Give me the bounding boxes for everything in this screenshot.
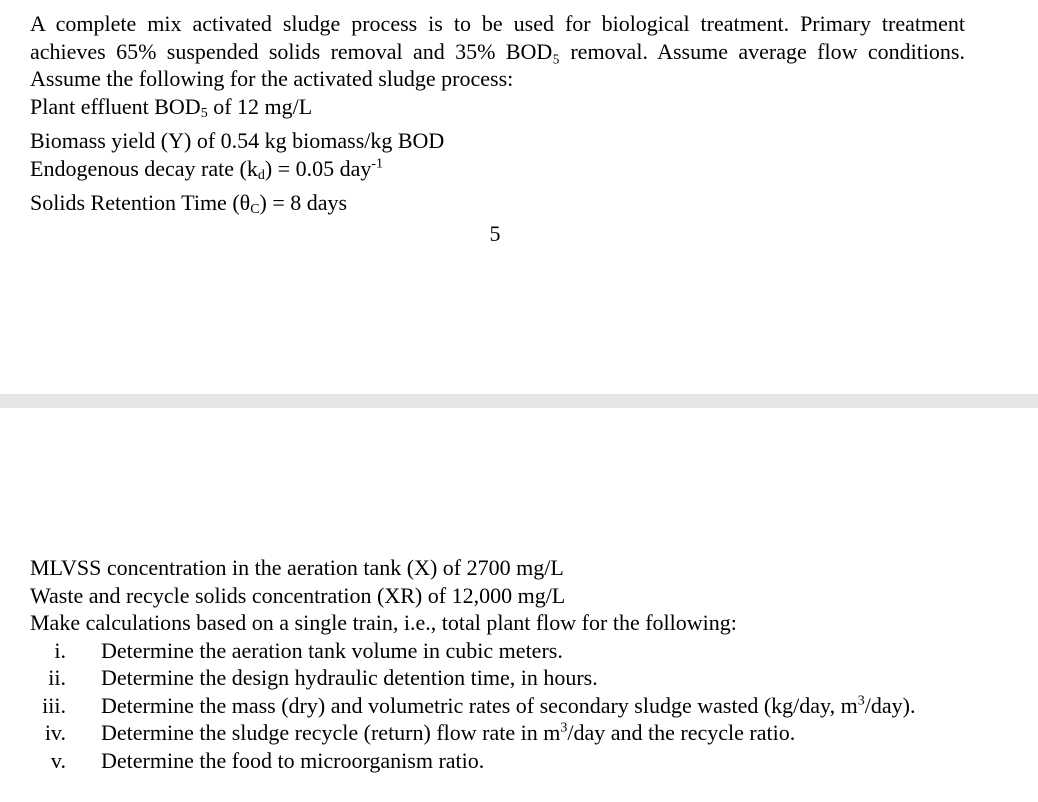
param-waste-recycle: Waste and recycle solids concentration (XR) of 12,000 mg/L — [30, 582, 566, 608]
instruction-text: Make calculations based on a single train, i.e., total plant flow for the following: — [30, 610, 737, 635]
page-separator — [0, 394, 1038, 408]
task-number: i. — [54, 637, 66, 663]
task-item-3 — [30, 692, 965, 720]
problem-statement — [30, 10, 965, 224]
param-mlvss: MLVSS concentration in the aeration tank (X) of 2700 mg/L — [30, 555, 564, 580]
task-item-5 — [30, 747, 965, 775]
task-text: Determine the food to microorganism ratio. — [101, 747, 485, 773]
task-number: v. — [50, 747, 66, 773]
param-decay-rate: Endogenous decay rate (kd) = 0.05 day$^{-1}$ — [30, 155, 384, 183]
param-biomass-yield: Biomass yield (Y) of 0.54 kg biomass/kg BOD — [30, 128, 445, 153]
problem-continuation — [30, 554, 965, 774]
param-srt: Solids Retention Time (θC) = 8 days — [30, 190, 348, 217]
task-number: iv. — [44, 720, 66, 745]
task-number: ii. — [48, 665, 66, 690]
task-item-1 — [30, 637, 965, 665]
page-number: 5 — [489, 221, 501, 246]
intro-paragraph: A complete mix activated sludge process is to be used for biological treatment. Primary treatment achieves 65% suspended solids removal and 35% BOD₅ removal. Assume average flow conditions. Assume the following for the activated sludge process: — [30, 11, 965, 91]
document-page-bottom — [0, 408, 1038, 802]
task-number: iii. — [42, 692, 66, 718]
document-page-top — [0, 0, 1038, 394]
param-effluent-bod: Plant effluent BOD5 of 12 mg/L — [30, 93, 313, 121]
task-item-4 — [30, 719, 965, 747]
task-text: Determine the aeration tank volume in cubic meters. — [101, 637, 563, 663]
task-text: Determine the mass (dry) and volumetric rates of secondary sludge wasted (kg/day, $m^3/day$). — [101, 692, 916, 718]
task-text: Determine the sludge recycle (return) flow rate in $m^3$/day and the recycle ratio. — [101, 720, 796, 745]
task-item-2 — [30, 664, 965, 692]
task-text: Determine the design hydraulic detention time, in hours. — [101, 665, 598, 690]
